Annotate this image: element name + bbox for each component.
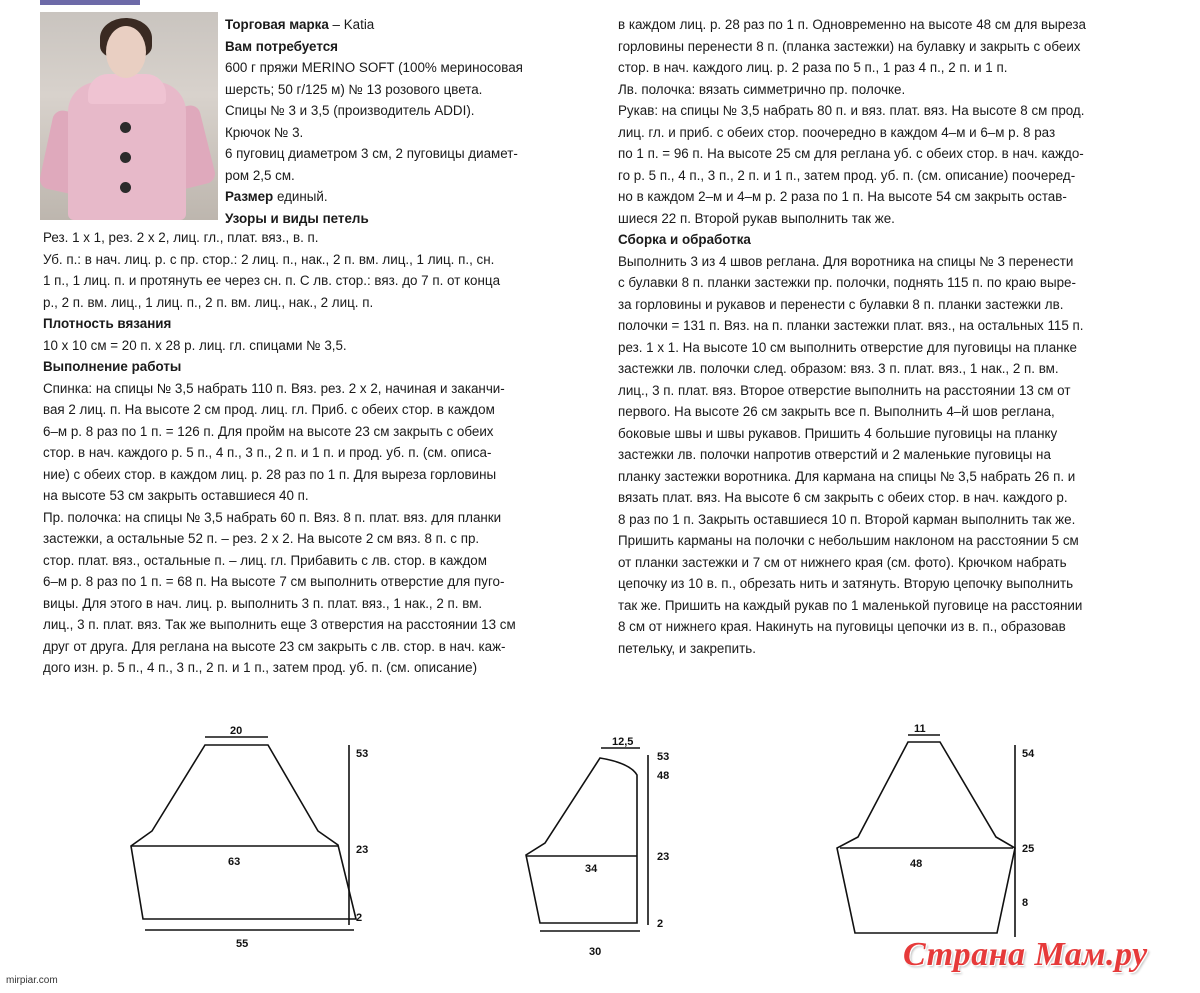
- sleeve-height-3: 8: [1022, 897, 1029, 909]
- assembly-line: от планки застежки и 7 см от нижнего края (см. фото). Крючком набрать: [618, 554, 1067, 570]
- assembly-line: лиц., 3 п. плат. вяз. Второе отверстие выполнить на расстоянии 13 см от: [618, 382, 1071, 398]
- assembly-line: планку застежки воротника. Для кармана на спицы № 3,5 набрать 26 п. и: [618, 468, 1076, 484]
- work-line: вицы. Для этого в нач. лиц. р. выполнить 3 п. плат. вяз., 1 нак., 2 п. вм.: [43, 595, 483, 611]
- sleeve-height-1: 54: [1022, 748, 1035, 760]
- back-height-3: 2: [356, 912, 363, 924]
- sleeve-outline: [837, 742, 1015, 933]
- work-line: дого изн. р. 5 п., 4 п., 3 п., 2 п. и 1 п., затем прод. уб. п. (см. описание): [43, 660, 478, 675]
- assembly-line: застежки лв. полочки напротив отверстий и 2 маленькие пуговицы на: [618, 447, 1051, 462]
- front-height-1: 53: [657, 751, 670, 763]
- back-outline: [131, 745, 356, 919]
- back-diagram: [131, 737, 356, 930]
- materials-line: шерсть; 50 г/125 м) № 13 розового цвета.: [225, 81, 483, 97]
- photo-button: [120, 152, 131, 163]
- work-line: стор. в нач. каждого р. 5 п., 4 п., 3 п., 2 п. и 1 п. и прод. уб. п. (см. описа-: [43, 445, 492, 460]
- materials-line: Спицы № 3 и 3,5 (производитель ADDI).: [225, 103, 475, 118]
- back-mid-label: 63: [228, 856, 241, 868]
- photo-button: [120, 182, 131, 193]
- patterns-line: р., 2 п. вм. лиц., 1 лиц. п., 2 п. вм. лиц., нак., 2 лиц. п.: [43, 294, 374, 310]
- sleeve-mid-label: 48: [910, 858, 923, 870]
- front-bottom-label: 30: [589, 946, 602, 958]
- patterns-text: [43, 227, 588, 313]
- work-title: Выполнение работы: [43, 359, 182, 374]
- text-line: шиеся 22 п. Второй рукав выполнить так же.: [618, 210, 895, 226]
- photo-collar: [88, 74, 166, 104]
- front-height-3: 23: [657, 851, 670, 863]
- assembly-line: полочки = 131 п. Вяз. на п. планки застежки плат. вяз., на остальных 115 п.: [618, 318, 1084, 333]
- brand-label: Торговая марка: [225, 17, 329, 32]
- materials-line: 6 пуговиц диаметром 3 см, 2 пуговицы диамет-: [225, 146, 518, 161]
- assembly-line: первого. На высоте 26 см закрыть все п. Выполнить 4–й шов реглана,: [618, 404, 1055, 419]
- top-accent-bar: [40, 0, 140, 5]
- text-line: Рукав: на спицы № 3,5 набрать 80 п. и вяз. плат. вяз. На высоте 8 см прод.: [618, 103, 1085, 118]
- materials-line: Крючок № 3.: [225, 124, 304, 140]
- work-line: 6–м р. 8 раз по 1 п. = 126 п. Для пройм на высоте 23 см закрыть с обеих: [43, 423, 494, 439]
- density-title: Плотность вязания: [43, 316, 172, 331]
- work-line: Пр. полочка: на спицы № 3,5 набрать 60 п. Вяз. 8 п. плат. вяз. для планки: [43, 509, 502, 525]
- assembly-line: боковые швы и швы рукавов. Пришить 4 большие пуговицы на планку: [618, 425, 1058, 441]
- work-text: [43, 378, 588, 679]
- photo-head: [106, 26, 146, 78]
- assembly-text: [618, 251, 1163, 660]
- sleeve-top-label: 11: [914, 723, 926, 735]
- work-line: на высоте 53 см закрыть оставшиеся 40 п.: [43, 488, 309, 503]
- assembly-line: с булавки 8 п. планки застежки пр. полочки, поднять 115 п. по краю выре-: [618, 275, 1076, 290]
- text-line: стор. в нач. каждого лиц. р. 2 раза по 5 п., 1 раз 4 п., 2 п. и 1 п.: [618, 60, 1008, 75]
- assembly-line: Выполнить 3 из 4 швов реглана. Для воротника на спицы № 3 перенести: [618, 253, 1074, 269]
- assembly-line: рез. 1 х 1. На высоте 10 см выполнить отверстие для пуговицы на планке: [618, 339, 1078, 355]
- size-label: Размер: [225, 189, 274, 204]
- front-mid-label: 34: [585, 863, 598, 875]
- assembly-line: Пришить карманы на полочки с небольшим наклоном на расстоянии 5 см: [618, 533, 1079, 548]
- patterns-line: Рез. 1 х 1, рез. 2 х 2, лиц. гл., плат. вяз., в. п.: [43, 230, 319, 245]
- text-line: горловины перенести 8 п. (планка застежки) на булавку и закрыть с обеих: [618, 38, 1081, 54]
- text-line: го р. 5 п., 4 п., 3 п., 2 п. и 1 п., затем прод. уб. п. (см. описание) поочеред-: [618, 167, 1076, 183]
- left-column: [43, 227, 588, 679]
- density-text: 10 х 10 см = 20 п. х 28 р. лиц. гл. спицами № 3,5.: [43, 337, 347, 353]
- back-height-1: 53: [356, 748, 369, 760]
- text-line: в каждом лиц. р. 28 раз по 1 п. Одновременно на высоте 48 см для выреза: [618, 17, 1086, 32]
- front-height-2: 48: [657, 770, 670, 782]
- site-logo: Страна Мам.ру: [903, 936, 1148, 973]
- assembly-line: так же. Пришить на каждый рукав по 1 маленькой пуговице на расстоянии: [618, 597, 1083, 613]
- model-photo: [40, 12, 218, 220]
- work-line: ние) с обеих стор. в каждом лиц. р. 28 раз по 1 п. Для выреза горловины: [43, 466, 497, 482]
- assembly-line: за горловины и рукавов и перенести с булавки 8 п. планки застежки лв.: [618, 296, 1064, 312]
- brand-value: – Katia: [328, 17, 375, 32]
- header-block: [225, 14, 585, 229]
- work-line: друг от друга. Для реглана на высоте 23 см закрыть с лв. стор. в нач. каж-: [43, 638, 506, 654]
- text-line: Лв. полочка: вязать симметрично пр. полочке.: [618, 81, 906, 97]
- site-watermark: mirpiar.com: [6, 975, 58, 986]
- text-line: но в каждом 2–м и 4–м р. 2 раза по 1 п. На высоте 54 см закрыть остав-: [618, 189, 1067, 204]
- assembly-line: петельку, и закрепить.: [618, 640, 756, 656]
- right-column: [618, 14, 1163, 659]
- assembly-line: вязать плат. вяз. На высоте 6 см закрыть с обеих стор. в нач. каждого р.: [618, 490, 1068, 505]
- materials-title: Вам потребуется: [225, 38, 338, 54]
- work-line: 6–м р. 8 раз по 1 п. = 68 п. На высоте 7 см выполнить отверстие для пуго-: [43, 574, 505, 589]
- materials-line: 600 г пряжи MERINO SOFT (100% мериносовая: [225, 60, 523, 75]
- assembly-line: цепочку из 10 в. п., обрезать нить и затянуть. Вторую цепочку выполнить: [618, 576, 1074, 591]
- text-line: по 1 п. = 96 п. На высоте 25 см для реглана уб. с обеих стор. в нач. каждо-: [618, 146, 1084, 161]
- materials-list: [225, 57, 585, 186]
- work-line: вая 2 лиц. п. На высоте 2 см прод. лиц. гл. Приб. с обеих стор. в каждом: [43, 402, 495, 417]
- sleeve-height-2: 25: [1022, 843, 1035, 855]
- work-line: Спинка: на спицы № 3,5 набрать 110 п. Вяз. рез. 2 х 2, начиная и заканчи-: [43, 380, 505, 396]
- assembly-line: 8 см от нижнего края. Накинуть на пуговицы цепочки из в. п., образовав: [618, 619, 1066, 634]
- size-value: единый.: [273, 189, 328, 204]
- text-line: лиц. гл. и приб. с обеих стор. поочередно в каждом 4–м и 6–м р. 8 раз: [618, 124, 1056, 140]
- materials-line: ром 2,5 см.: [225, 167, 295, 183]
- front-outline: [526, 758, 637, 923]
- assembly-line: 8 раз по 1 п. Закрыть оставшиеся 10 п. Второй карман выполнить так же.: [618, 511, 1076, 527]
- sleeve-diagram: [837, 735, 1015, 937]
- patterns-title: Узоры и виды петель: [225, 210, 369, 226]
- work-line: лиц., 3 п. плат. вяз. Так же выполнить еще 3 отверстия на расстоянии 13 см: [43, 617, 516, 632]
- front-top-label: 12,5: [612, 736, 634, 748]
- photo-button: [120, 122, 131, 133]
- patterns-line: 1 п., 1 лиц. п. и протянуть ее через сн. п. С лв. стор.: вяз. до 7 п. от конца: [43, 273, 501, 288]
- patterns-line: Уб. п.: в нач. лиц. р. с пр. стор.: 2 лиц. п., нак., 2 п. вм. лиц., 1 лиц. п., сн.: [43, 251, 495, 267]
- work-line: застежки, а остальные 52 п. – рез. 2 х 2. На высоте 2 см вяз. 8 п. с пр.: [43, 531, 480, 546]
- work-line: стор. плат. вяз., остальные п. – лиц. гл. Прибавить с лв. стор. в каждом: [43, 552, 487, 568]
- back-bottom-label: 55: [236, 938, 249, 950]
- front-height-4: 2: [657, 918, 664, 930]
- back-height-2: 23: [356, 844, 369, 856]
- continued-text: [618, 14, 1163, 229]
- assembly-line: застежки лв. полочки след. образом: вяз. 3 п. плат. вяз., 1 нак., 2 п. вм.: [618, 361, 1059, 376]
- assembly-title: Сборка и обработка: [618, 232, 751, 247]
- back-top-label: 20: [230, 725, 243, 737]
- front-diagram: [526, 748, 648, 931]
